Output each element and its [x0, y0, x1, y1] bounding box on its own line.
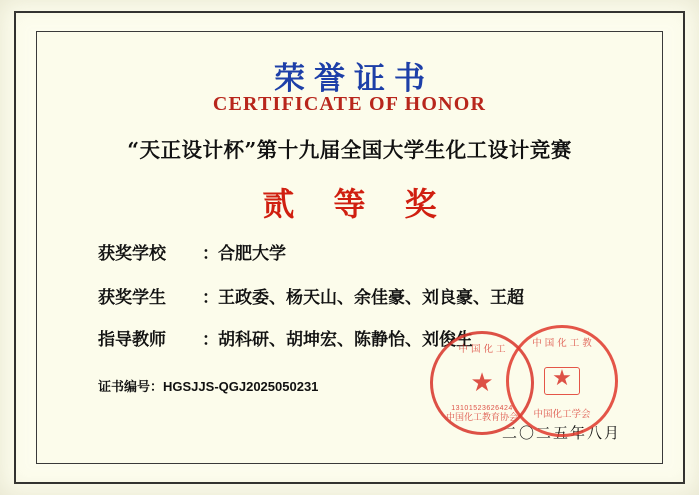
field-teachers-colon: ： [202, 330, 219, 350]
seal-left-arc-text: 中 国 化 工 [458, 344, 506, 355]
certificate-number [98, 376, 318, 395]
field-students-value: 王政委、杨天山、余佳豪、刘良豪、王超 [218, 288, 524, 308]
seal-left-bottom-text: 中国化工教育协会 [445, 413, 518, 423]
field-students [98, 283, 658, 308]
field-school-colon: ： [202, 244, 219, 264]
china-chemical-education-association-seal [506, 325, 618, 437]
field-school-value: 合肥大学 [218, 244, 286, 264]
field-teachers-value: 胡科研、胡坤宏、陈静怡、刘俊生 [218, 330, 473, 350]
seal-right-star-icon: ★ [552, 365, 572, 391]
field-students-colon: ： [202, 288, 219, 308]
award-level: 贰 等 奖 [262, 185, 451, 223]
field-school [98, 239, 658, 264]
field-students-label: 获奖学生 [98, 288, 166, 308]
issue-date: 二〇二五年八月 [501, 424, 621, 442]
seal-left-code: 13101523626424 [451, 405, 513, 412]
competition-name: “天正设计杯”第十九届全国大学生化工设计竞赛 [127, 138, 572, 162]
certificate-number-label: 证书编号： [98, 380, 164, 395]
seal-right-arc-text: 中 国 化 工 教 [532, 338, 592, 349]
seal-left-star-icon: ★ [470, 368, 494, 398]
seal-right-bottom-text: 中国化工学会 [533, 409, 591, 420]
field-school-label: 获奖学校 [98, 244, 166, 264]
field-teachers-label: 指导教师 [98, 330, 166, 350]
certificate-title-english: CERTIFICATE OF HONOR [212, 93, 487, 115]
certificate-number-value: HGSJJS-QGJ2025050231 [163, 379, 319, 394]
certificate-title-chinese: 荣誉证书 [274, 61, 434, 97]
certificate-content [36, 31, 663, 464]
